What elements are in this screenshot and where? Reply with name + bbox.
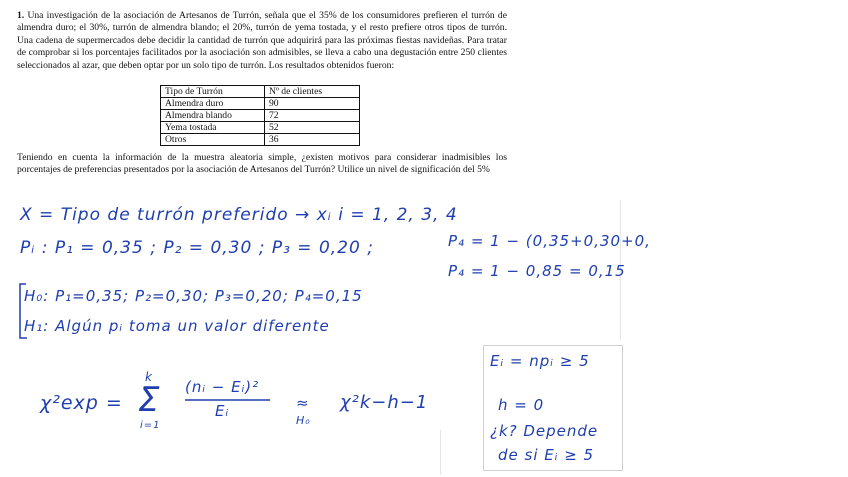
header-type: Tipo de Turrón	[161, 86, 265, 98]
hw-approx-symbol: ≈	[296, 394, 310, 412]
table-row	[161, 134, 360, 146]
hw-p4-expression: P₄ = 1 − (0,35+0,30+0,	[448, 232, 651, 250]
hw-sum-bottom: i=1	[140, 420, 161, 431]
scan-edge	[440, 430, 441, 475]
row-count: 52	[265, 122, 360, 134]
hw-null-hypothesis: H₀: P₁=0,35; P₂=0,30; P₃=0,20; P₄=0,15	[24, 287, 363, 305]
hw-k-question: ¿k? Depende	[490, 422, 599, 440]
problem-statement	[17, 10, 507, 72]
hw-variable-definition: X = Tipo de turrón preferido → xᵢ i = 1, 2, 3, 4	[20, 205, 458, 225]
row-count: 90	[265, 98, 360, 110]
hw-chi-square-lhs: χ²exp =	[40, 392, 123, 414]
hw-k-condition: de si Eᵢ ≥ 5	[498, 446, 595, 464]
hw-fraction-denominator: Eᵢ	[215, 402, 230, 420]
row-count: 72	[265, 110, 360, 122]
problem-text: Una investigación de la asociación de Artesanos de Turrón, señala que el 35% de los consumidores prefieren el turrón de almendra duro; el 30%, turrón de almendra blando; el 20%, turrón de yema tostada, y el resto prefiere otros tipos de turrón. Una cadena de supermercados debe decidir la cantidad de turrón que adquirirá para las próximas fiestas navideñas. Para tratar de comprobar si los porcentajes facilitados por la asociación son admisibles, se lleva a cabo una degustación entre 250 clientes seleccionados al azar, que deben optar por un solo tipo de turrón. Los resultados obtenidos fueron:	[17, 10, 507, 71]
row-type: Yema tostada	[161, 122, 265, 134]
hw-expected-frequency: Eᵢ = npᵢ ≥ 5	[490, 352, 590, 370]
table-row	[161, 122, 360, 134]
hw-probabilities: Pᵢ : P₁ = 0,35 ; P₂ = 0,30 ; P₃ = 0,20 ;	[20, 238, 374, 258]
row-type: Almendra blando	[161, 110, 265, 122]
row-count: 36	[265, 134, 360, 146]
question-text: Teniendo en cuenta la información de la muestra aleatoria simple, ¿existen motivos para considerar inadmisibles los porcentajes de preferencias presentados por la asociación de Artesanos del Turrón? Utilice un nivel de significación del 5%	[17, 152, 507, 176]
results-table	[160, 85, 360, 146]
row-type: Almendra duro	[161, 98, 265, 110]
table-row	[161, 98, 360, 110]
row-type: Otros	[161, 134, 265, 146]
header-count: Nº de clientes	[265, 86, 360, 98]
hw-alt-hypothesis: H₁: Algún pᵢ toma un valor diferente	[24, 317, 330, 335]
hw-sum-symbol: Σ	[138, 380, 161, 420]
hw-h-value: h = 0	[498, 396, 545, 414]
problem-number: 1.	[17, 10, 25, 21]
hw-p4-result: P₄ = 1 − 0,85 = 0,15	[448, 262, 626, 280]
hw-sum-top: k	[145, 370, 153, 384]
hw-under-h0: H₀	[296, 414, 311, 427]
hw-fraction-numerator: (nᵢ − Eᵢ)²	[185, 378, 260, 396]
table-header-row	[161, 86, 360, 98]
hw-chi-square-rhs: χ²k−h−1	[340, 392, 429, 413]
table-row	[161, 110, 360, 122]
